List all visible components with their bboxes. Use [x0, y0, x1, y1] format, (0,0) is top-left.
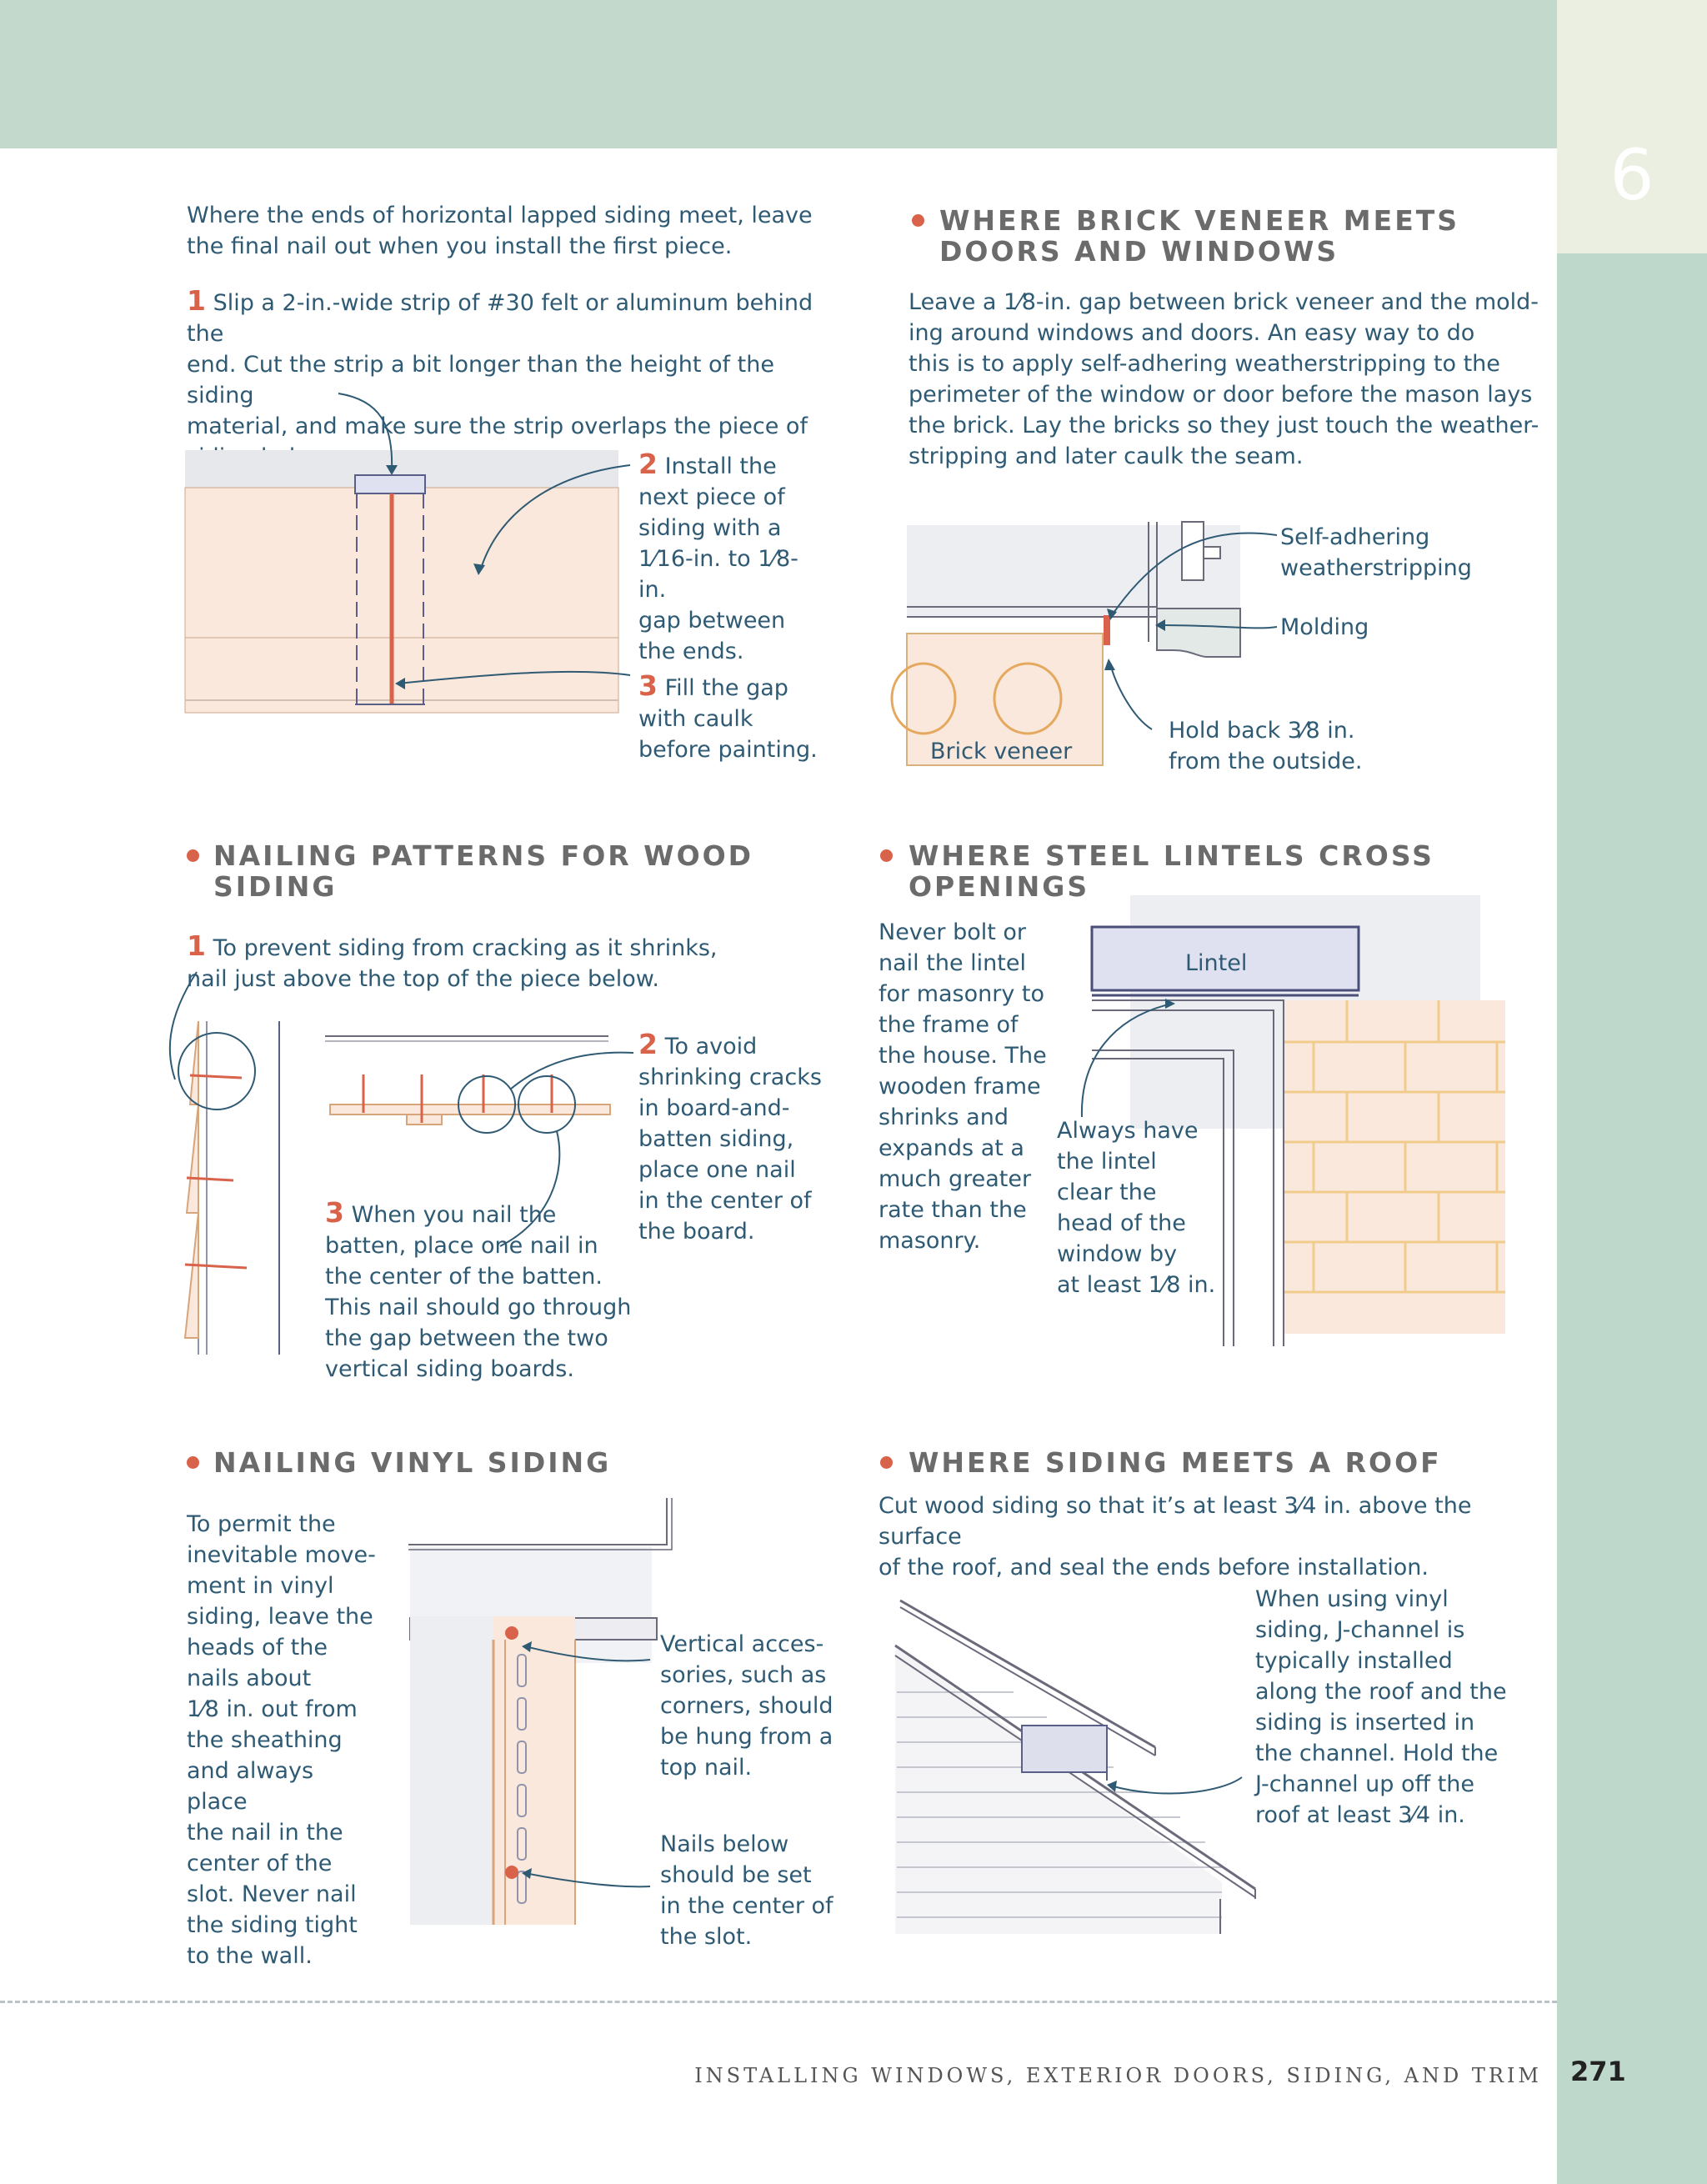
- line: the brick. Lay the bricks so they just touch the weather-: [909, 413, 1539, 438]
- brick-veneer-label: Brick veneer: [930, 739, 1073, 764]
- line: To permit the: [187, 1511, 336, 1537]
- line: shrinking cracks: [638, 1064, 822, 1090]
- line: batten, place one nail in: [325, 1233, 598, 1259]
- roof-heading: WHERE SIDING MEETS A ROOF: [909, 1446, 1442, 1479]
- line: When using vinyl: [1255, 1586, 1449, 1612]
- line: center of the: [187, 1851, 333, 1876]
- line: corners, should: [660, 1693, 833, 1719]
- wood-heading: [213, 840, 797, 902]
- line: this is to apply self-adhering weatherstripping to the: [909, 351, 1500, 377]
- line: WHERE STEEL LINTELS CROSS: [909, 839, 1434, 872]
- line: NAILING PATTERNS FOR WOOD: [213, 839, 754, 872]
- line: ment in vinyl: [187, 1573, 334, 1599]
- line: To prevent siding from cracking as it shrinks,: [213, 935, 718, 961]
- line: of the roof, and seal the ends before installation.: [879, 1555, 1429, 1580]
- line: Install the: [664, 453, 777, 479]
- line: WHERE BRICK VENEER MEETS: [939, 204, 1460, 237]
- line: Nails below: [660, 1831, 789, 1857]
- running-footer: INSTALLING WINDOWS, EXTERIOR DOORS, SIDING, AND TRIM: [694, 2064, 1542, 2087]
- line: Cut wood siding so that it’s at least 3⁄4 in. above the surface: [879, 1493, 1472, 1550]
- brick-heading: [939, 205, 1523, 267]
- line: typically installed: [1255, 1648, 1453, 1674]
- line: Always have: [1057, 1118, 1199, 1144]
- line: masonry.: [879, 1228, 981, 1254]
- step-number: 3: [638, 669, 658, 702]
- line: Slip a 2-in.-wide strip of #30 felt or aluminum behind the: [187, 290, 813, 347]
- line: slot. Never nail: [187, 1881, 357, 1907]
- label-molding: Molding: [1280, 614, 1369, 640]
- line: next piece of: [638, 484, 785, 510]
- line: much greater: [879, 1166, 1032, 1192]
- lintel-label: Lintel: [1185, 950, 1248, 976]
- line: in the center of: [660, 1893, 833, 1919]
- label-vertical-accessories: [660, 1629, 860, 1783]
- line: the sheathing: [187, 1727, 343, 1753]
- line: J-channel up off the: [1255, 1771, 1475, 1797]
- line: siding is inserted in: [1255, 1710, 1475, 1736]
- line: Never bolt or: [879, 919, 1027, 945]
- line: head of the: [1057, 1210, 1186, 1236]
- line: the channel. Hold the: [1255, 1741, 1499, 1766]
- lapped-siding-diagram: [180, 392, 630, 750]
- line: siding with a: [638, 515, 782, 541]
- line: roof at least 3⁄4 in.: [1255, 1802, 1465, 1828]
- label-lintel-clear: [1057, 1115, 1249, 1300]
- line: rate than the: [879, 1197, 1027, 1223]
- label-nails-below: [660, 1829, 860, 1952]
- step-number: 2: [638, 1028, 658, 1060]
- lapped-step2: [638, 448, 813, 667]
- line: in board-and-: [638, 1095, 790, 1121]
- line: shrinks and: [879, 1105, 1009, 1130]
- step-number: 1: [187, 284, 206, 317]
- line: sories, such as: [660, 1662, 827, 1688]
- label-weatherstripping: [1280, 522, 1530, 584]
- line: end. Cut the strip a bit longer than the height of the siding: [187, 352, 774, 408]
- step-number: 2: [638, 448, 658, 480]
- line: the board.: [638, 1219, 755, 1245]
- line: the nail in the: [187, 1820, 343, 1846]
- roof-diagram: [889, 1592, 1272, 1942]
- label-hold-back: [1169, 715, 1419, 777]
- line: wooden frame: [879, 1074, 1041, 1100]
- line: at least 1⁄8 in.: [1057, 1272, 1216, 1298]
- line: top nail.: [660, 1755, 753, 1781]
- line: SIDING: [213, 870, 338, 903]
- vinyl-heading: NAILING VINYL SIDING: [213, 1446, 612, 1479]
- line: gap between: [638, 608, 786, 634]
- line: the frame of: [879, 1012, 1019, 1038]
- line: nails about: [187, 1666, 312, 1691]
- lapped-step3: [638, 670, 830, 765]
- line: with caulk: [638, 706, 753, 732]
- line: along the roof and the: [1255, 1679, 1507, 1705]
- line: siding, leave the: [187, 1604, 373, 1630]
- line: the ends.: [638, 639, 744, 664]
- line: inevitable move-: [187, 1542, 376, 1568]
- line: vertical siding boards.: [325, 1356, 574, 1382]
- line: to the wall.: [187, 1943, 313, 1969]
- line: be hung from a: [660, 1724, 833, 1750]
- bullet-icon: [187, 1456, 199, 1469]
- line: 1⁄16-in. to 1⁄8-in.: [638, 546, 798, 603]
- line: nail just above the top of the piece below.: [187, 966, 659, 992]
- line: for masonry to: [879, 981, 1045, 1007]
- line: OPENINGS: [909, 870, 1090, 903]
- roof-body: [879, 1490, 1545, 1583]
- line: place one nail: [638, 1157, 796, 1183]
- label-j-channel: [1255, 1584, 1530, 1831]
- line: from the outside.: [1169, 749, 1363, 774]
- line: Fill the gap: [664, 675, 788, 701]
- line: Leave a 1⁄8-in. gap between brick veneer and the mold-: [909, 289, 1539, 315]
- bullet-icon: [187, 849, 199, 862]
- line: before painting.: [638, 737, 818, 763]
- line: Vertical acces-: [660, 1631, 824, 1657]
- line: the siding tight: [187, 1912, 358, 1938]
- step-number: 1: [187, 929, 206, 962]
- line: weatherstripping: [1280, 555, 1472, 581]
- line: the house. The: [879, 1043, 1047, 1069]
- bullet-icon: [912, 214, 924, 227]
- line: expands at a: [879, 1135, 1024, 1161]
- line: material, and make sure the strip overlaps the piece of: [187, 413, 808, 439]
- line: ing around windows and doors. An easy way to do: [909, 320, 1475, 346]
- brick-body: [909, 287, 1559, 472]
- line: the lintel: [1057, 1149, 1157, 1175]
- line: should be set: [660, 1862, 812, 1888]
- line: clear the: [1057, 1180, 1157, 1205]
- line: heads of the: [187, 1635, 328, 1661]
- line: stripping and later caulk the seam.: [909, 443, 1304, 469]
- chapter-number: 6: [1609, 134, 1654, 216]
- line: When you nail the: [351, 1202, 557, 1228]
- line: Hold back 3⁄8 in.: [1169, 718, 1355, 744]
- bullet-icon: [880, 1456, 893, 1469]
- top-band: [0, 0, 1557, 148]
- vinyl-siding-diagram: [400, 1496, 667, 1930]
- line: DOORS AND WINDOWS: [939, 235, 1339, 268]
- lapped-intro: Where the ends of horizontal lapped siding meet, leave the final nail out when you install the first piece.: [187, 203, 813, 259]
- line: the gap between the two: [325, 1325, 608, 1351]
- line: the slot.: [660, 1924, 753, 1950]
- line: batten siding,: [638, 1126, 794, 1152]
- wood-step2: [638, 1029, 838, 1247]
- right-margin-strip: [1557, 0, 1707, 2184]
- bullet-icon: [880, 849, 893, 862]
- line: 1⁄8 in. out from: [187, 1696, 358, 1722]
- wood-step3: [325, 1197, 642, 1385]
- lintel-body: [879, 917, 1062, 1256]
- vinyl-body: [187, 1509, 378, 1971]
- line: and always place: [187, 1758, 314, 1815]
- line: nail the lintel: [879, 950, 1026, 976]
- line: the center of the batten.: [325, 1264, 603, 1290]
- step-number: 3: [325, 1196, 344, 1229]
- line: perimeter of the window or door before the mason lays: [909, 382, 1533, 408]
- line: Self-adhering: [1280, 524, 1430, 550]
- line: in the center of: [638, 1188, 812, 1214]
- line: This nail should go through: [325, 1295, 632, 1320]
- line: siding, J-channel is: [1255, 1617, 1465, 1643]
- line: window by: [1057, 1241, 1178, 1267]
- line: To avoid: [664, 1034, 758, 1059]
- footer-divider: [0, 2001, 1557, 2003]
- page-number: 271: [1570, 2056, 1626, 2087]
